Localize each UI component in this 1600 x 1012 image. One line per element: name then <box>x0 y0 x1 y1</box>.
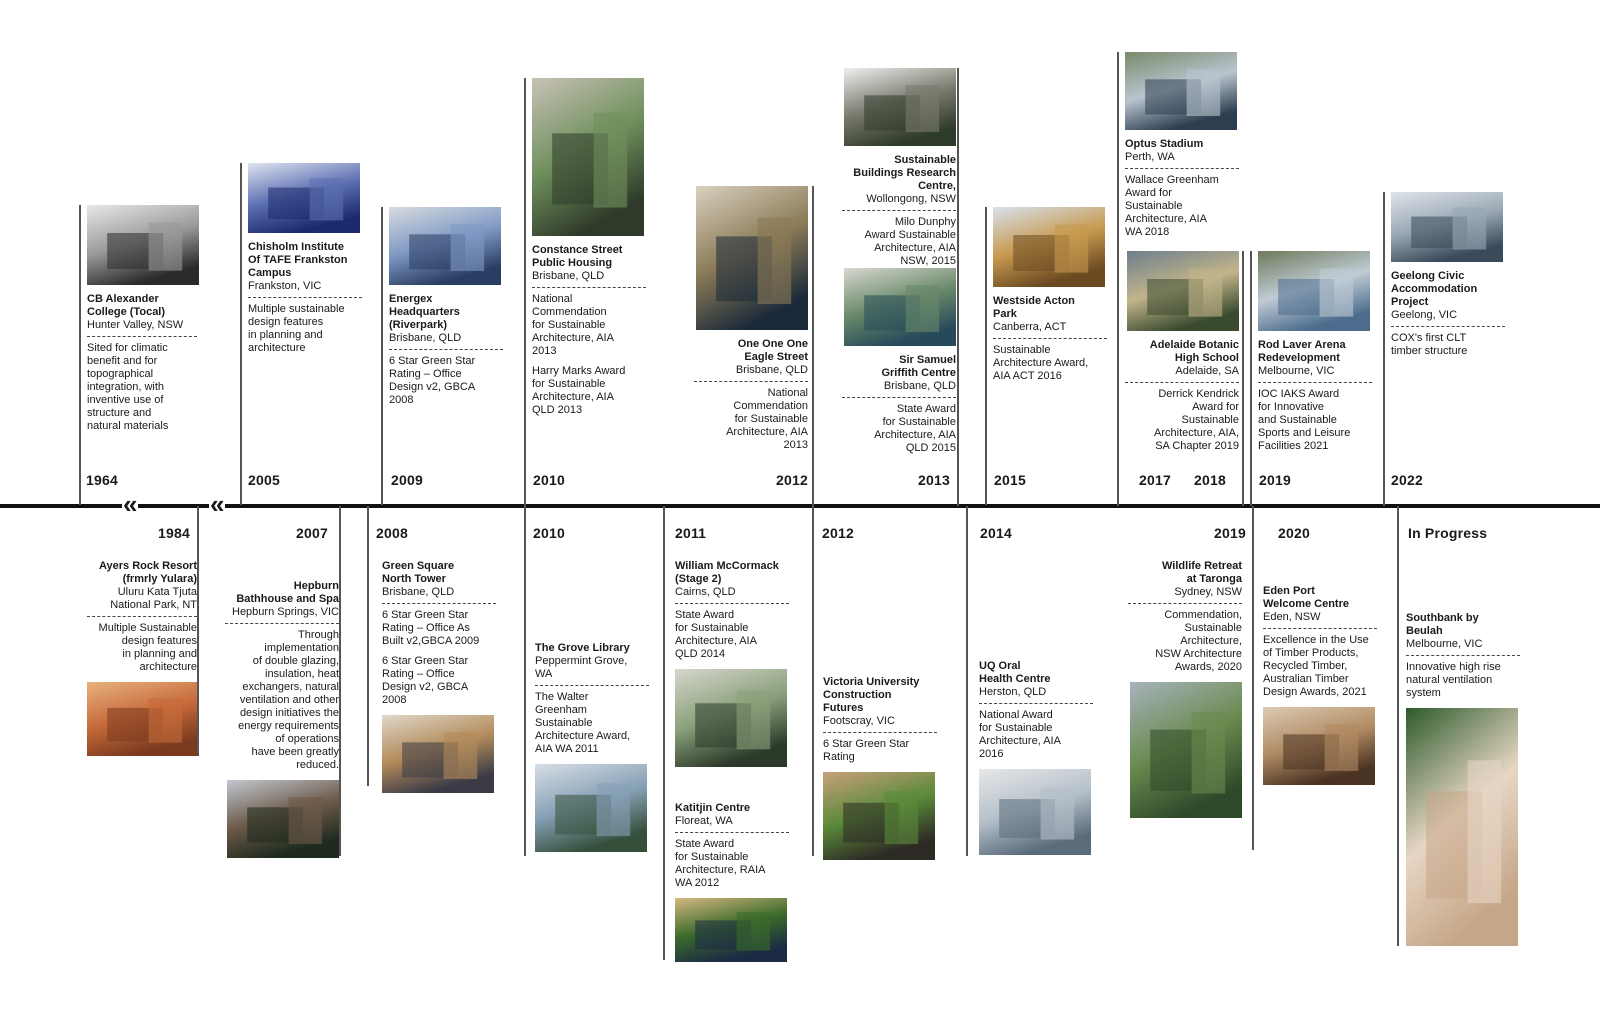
project-location: Brisbane, QLD <box>389 332 462 344</box>
timeline-tick-line <box>663 506 665 960</box>
project-award: WA 2018 <box>1125 226 1170 238</box>
project-entry-c2007 <box>217 580 345 858</box>
year-label: 2017 <box>1139 472 1171 488</box>
project-award: implementation <box>264 642 339 654</box>
timeline-break-marker: « <box>123 489 138 519</box>
project-award: architecture <box>139 661 197 673</box>
project-award: National <box>532 293 573 305</box>
project-title: Headquarters <box>389 306 460 318</box>
project-award: Architecture, AIA <box>532 332 614 344</box>
project-award: Architecture, AIA <box>874 429 956 441</box>
project-entry-c2017 <box>1117 52 1245 239</box>
project-photo <box>1130 682 1242 818</box>
project-photo <box>696 186 808 330</box>
year-label: In Progress <box>1408 525 1488 541</box>
project-award: Architecture, AIA <box>979 735 1061 747</box>
year-label: 1984 <box>158 525 190 541</box>
project-award: Multiple sustainable <box>248 303 345 315</box>
project-entry-c2008 <box>374 560 502 793</box>
project-location: Brisbane, QLD <box>883 380 956 392</box>
project-award: QLD 2015 <box>905 442 956 454</box>
project-award: Multiple Sustainable <box>98 622 197 634</box>
project-award: Award for <box>1125 187 1172 199</box>
timeline-tick-line <box>339 506 341 856</box>
project-title: William McCormack <box>675 560 779 572</box>
dashed-divider <box>532 287 646 288</box>
year-label: 2008 <box>376 525 408 541</box>
project-entry-c2013b <box>834 268 962 455</box>
dashed-divider <box>823 732 937 733</box>
project-award: for Sustainable <box>734 413 808 425</box>
project-photo <box>823 772 935 860</box>
project-entry-c2014 <box>971 660 1099 855</box>
dashed-divider <box>842 210 956 211</box>
project-award: Through <box>298 629 339 641</box>
project-award: architecture <box>248 342 306 354</box>
project-award: WA 2012 <box>675 877 720 889</box>
project-title: Green Square <box>382 560 455 572</box>
project-award: The Walter <box>535 691 589 703</box>
project-award: for Sustainable <box>979 722 1053 734</box>
project-photo <box>532 78 644 236</box>
project-award: Built v2,GBCA 2009 <box>382 635 480 647</box>
project-award: inventive use of <box>87 394 164 406</box>
project-entry-c2020 <box>1255 585 1383 785</box>
project-award: Australian Timber <box>1263 673 1349 685</box>
year-label: 2015 <box>994 472 1026 488</box>
project-entry-c1984 <box>79 560 203 756</box>
project-award: Architecture, AIA <box>726 426 808 438</box>
project-photo <box>1406 708 1518 946</box>
timeline-break-marker: « <box>210 489 225 519</box>
project-award: in planning and <box>248 329 323 341</box>
timeline-tick-line <box>812 186 814 506</box>
project-award: ventilation and other <box>239 694 339 706</box>
timeline-tick-line <box>1242 251 1244 506</box>
project-award: 2013 <box>783 439 808 451</box>
project-entry-c2009 <box>381 207 509 407</box>
project-award: Award Sustainable <box>864 229 956 241</box>
project-award: AIA WA 2011 <box>535 743 599 755</box>
project-award: in planning and <box>122 648 197 660</box>
project-title: Centre, <box>918 180 956 192</box>
dashed-divider <box>675 603 789 604</box>
project-award: have been greatly <box>251 746 339 758</box>
project-entry-c2018 <box>1117 251 1245 453</box>
project-award: 6 Star Green Star <box>382 655 469 667</box>
project-title: Park <box>993 308 1017 320</box>
project-location: Melbourne, VIC <box>1406 638 1483 650</box>
project-title: CB Alexander <box>87 293 159 305</box>
project-award: topographical <box>87 368 154 380</box>
project-award: State Award <box>675 838 735 850</box>
project-title: The Grove Library <box>535 642 630 654</box>
project-location: Wollongong, NSW <box>866 193 956 205</box>
project-award: of double glazing, <box>252 655 339 667</box>
project-title: Rod Laver Arena <box>1258 339 1346 351</box>
project-award: Rating – Office <box>382 668 455 680</box>
project-location: Peppermint Grove, <box>535 655 628 667</box>
project-location: Sydney, NSW <box>1174 586 1242 598</box>
project-award: Design v2, GBCA <box>389 381 476 393</box>
project-entry-c2011a <box>667 560 795 767</box>
project-award: 2013 <box>532 345 557 357</box>
project-title: Adelaide Botanic <box>1149 339 1239 351</box>
project-entry-c2011b <box>667 802 795 962</box>
timeline-tick-line <box>1252 506 1254 850</box>
project-photo <box>993 207 1105 287</box>
project-location: Frankston, VIC <box>248 280 322 292</box>
dashed-divider <box>1128 603 1242 604</box>
project-award: SA Chapter 2019 <box>1155 440 1239 452</box>
project-award: of Timber Products, <box>1263 647 1359 659</box>
project-location: National Park, NT <box>110 599 197 611</box>
project-location: Adelaide, SA <box>1175 365 1239 377</box>
project-award: energy requirements <box>238 720 339 732</box>
project-title: One One One <box>737 338 808 350</box>
dashed-divider <box>225 623 339 624</box>
project-title: Futures <box>823 702 864 714</box>
year-label: 2005 <box>248 472 280 488</box>
project-award: 2016 <box>979 748 1004 760</box>
dashed-divider <box>389 349 503 350</box>
project-award: and Sustainable <box>1258 414 1337 426</box>
project-photo <box>382 715 494 793</box>
project-award: State Award <box>896 403 956 415</box>
project-award: Awards, 2020 <box>1174 661 1242 673</box>
project-award: Architecture Award, <box>535 730 631 742</box>
project-award: integration, with <box>87 381 165 393</box>
project-award: natural ventilation <box>1406 674 1493 686</box>
project-title: Chisholm Institute <box>248 241 344 253</box>
project-award: for Sustainable <box>532 319 606 331</box>
project-title: Wildlife Retreat <box>1162 560 1242 572</box>
project-title: Sustainable <box>894 154 956 166</box>
project-entry-c2019b <box>1120 560 1248 818</box>
project-photo <box>675 669 787 767</box>
project-award: Rating – Office <box>389 368 462 380</box>
dashed-divider <box>842 397 956 398</box>
project-award: Commendation, <box>1164 609 1242 621</box>
project-award: of operations <box>275 733 339 745</box>
project-title: Katitjin Centre <box>675 802 751 814</box>
project-title: Optus Stadium <box>1125 138 1204 150</box>
project-award: 2008 <box>389 394 414 406</box>
dashed-divider <box>1125 382 1239 383</box>
dashed-divider <box>1391 326 1505 327</box>
project-title: Eden Port <box>1263 585 1315 597</box>
project-location: Cairns, QLD <box>675 586 736 598</box>
dashed-divider <box>1258 382 1372 383</box>
project-entry-c2019 <box>1250 251 1378 453</box>
project-award: design initiatives the <box>239 707 339 719</box>
project-award: NSW, 2015 <box>900 255 956 267</box>
project-award: timber structure <box>1391 345 1468 357</box>
project-photo <box>1263 707 1375 785</box>
project-title: Energex <box>389 293 433 305</box>
project-award: IOC IAKS Award <box>1258 388 1340 400</box>
project-location: Floreat, WA <box>675 815 733 827</box>
project-entry-c2012b <box>815 676 943 860</box>
timeline-tick-line <box>1383 192 1385 506</box>
project-title: Constance Street <box>532 244 623 256</box>
project-title: Of TAFE Frankston <box>248 254 348 266</box>
project-photo <box>1127 251 1239 331</box>
dashed-divider <box>1125 168 1239 169</box>
project-award: QLD 2013 <box>532 404 583 416</box>
project-entry-c2022 <box>1383 192 1511 358</box>
project-title: Project <box>1391 296 1429 308</box>
project-award: Architecture, AIA <box>532 391 614 403</box>
project-location: Herston, QLD <box>979 686 1047 698</box>
project-location: WA <box>535 668 553 680</box>
project-location: Canberra, ACT <box>993 321 1067 333</box>
project-award: Architecture, RAIA <box>675 864 766 876</box>
project-title: Westside Acton <box>993 295 1075 307</box>
project-location: Hunter Valley, NSW <box>87 319 184 331</box>
timeline-tick-line <box>367 506 369 786</box>
project-entry-c2012t <box>686 186 814 452</box>
project-location: Brisbane, QLD <box>532 270 605 282</box>
project-award: Greenham <box>535 704 587 716</box>
project-award: 6 Star Green Star <box>382 609 469 621</box>
dashed-divider <box>87 616 197 617</box>
project-award: Sited for climatic <box>87 342 168 354</box>
project-award: Rating <box>823 751 855 763</box>
project-title: Ayers Rock Resort <box>98 560 197 572</box>
year-label: 1964 <box>86 472 118 488</box>
project-location: Eden, NSW <box>1263 611 1321 623</box>
timeline-tick-line <box>812 506 814 856</box>
project-entry-c2015 <box>985 207 1113 383</box>
year-label: 2014 <box>980 525 1012 541</box>
timeline-tick-line <box>197 506 199 754</box>
project-title: (Riverpark) <box>389 319 448 331</box>
project-title: Buildings Research <box>853 167 956 179</box>
year-label: 2012 <box>822 525 854 541</box>
timeline-tick-line <box>524 78 526 506</box>
year-label: 2009 <box>391 472 423 488</box>
project-title: Southbank by <box>1406 612 1479 624</box>
project-title: Campus <box>248 267 292 279</box>
project-photo <box>979 769 1091 855</box>
project-photo <box>87 205 199 285</box>
project-award: Derrick Kendrick <box>1158 388 1239 400</box>
year-label: 2020 <box>1278 525 1310 541</box>
project-photo <box>1125 52 1237 130</box>
project-title: UQ Oral <box>979 660 1021 672</box>
project-photo <box>1258 251 1370 331</box>
project-location: Hepburn Springs, VIC <box>232 606 339 618</box>
project-title: Bathhouse and Spa <box>236 593 339 605</box>
project-photo <box>87 682 199 756</box>
project-award: Sustainable <box>1181 414 1239 426</box>
project-award: Award for <box>1192 401 1239 413</box>
project-award: design features <box>248 316 324 328</box>
year-label: 2007 <box>296 525 328 541</box>
dashed-divider <box>1263 628 1377 629</box>
dashed-divider <box>979 703 1093 704</box>
project-title: Accommodation <box>1391 283 1478 295</box>
project-title: Geelong Civic <box>1391 270 1465 282</box>
dashed-divider <box>535 685 649 686</box>
project-award: Rating – Office As <box>382 622 470 634</box>
timeline-tick-line <box>985 207 987 505</box>
timeline-tick-line <box>381 207 383 505</box>
project-award: design features <box>121 635 197 647</box>
project-award: Sustainable <box>1184 622 1242 634</box>
project-award: 2008 <box>382 694 407 706</box>
project-location: Geelong, VIC <box>1391 309 1458 321</box>
project-title: North Tower <box>382 573 446 585</box>
project-title: (Stage 2) <box>675 573 722 585</box>
project-title: College (Tocal) <box>87 306 166 318</box>
project-award: Architecture, AIA <box>1125 213 1207 225</box>
timeline-tick-line <box>240 163 242 505</box>
project-photo <box>389 207 501 285</box>
project-title: Welcome Centre <box>1263 598 1349 610</box>
project-award: benefit and for <box>87 355 158 367</box>
project-award: structure and <box>87 407 152 419</box>
dashed-divider <box>87 336 197 337</box>
project-title: Public Housing <box>532 257 613 269</box>
dashed-divider <box>1406 655 1520 656</box>
project-photo <box>227 780 339 858</box>
project-award: Architecture, AIA, <box>1154 427 1239 439</box>
project-award: Sports and Leisure <box>1258 427 1351 439</box>
timeline-tick-line <box>1117 52 1119 506</box>
project-award: Recycled Timber, <box>1263 660 1348 672</box>
project-award: National <box>767 387 808 399</box>
project-title: Redevelopment <box>1258 352 1340 364</box>
year-label: 2022 <box>1391 472 1423 488</box>
dashed-divider <box>993 338 1107 339</box>
project-title: Health Centre <box>979 673 1051 685</box>
project-entry-c2010t <box>524 78 652 417</box>
dashed-divider <box>248 297 362 298</box>
project-award: Sustainable <box>1125 200 1183 212</box>
project-title: at Taronga <box>1186 573 1242 585</box>
year-label: 2010 <box>533 472 565 488</box>
project-location: Perth, WA <box>1125 151 1175 163</box>
project-award: Sustainable <box>535 717 593 729</box>
project-photo <box>844 268 956 346</box>
project-entry-c2013a <box>834 68 962 268</box>
project-award: QLD 2014 <box>675 648 726 660</box>
timeline-tick-line <box>524 506 526 856</box>
project-award: exchangers, natural <box>242 681 339 693</box>
year-label: 2012 <box>776 472 808 488</box>
project-award: Design Awards, 2021 <box>1263 686 1367 698</box>
project-award: COX's first CLT <box>1391 332 1467 344</box>
project-award: Commendation <box>532 306 607 318</box>
project-entry-c2010b <box>527 642 655 852</box>
project-title: High School <box>1174 352 1239 364</box>
project-award: National Award <box>979 709 1053 721</box>
project-award: for Sustainable <box>882 416 956 428</box>
project-award: system <box>1406 687 1441 699</box>
project-award: Innovative high rise <box>1406 661 1501 673</box>
project-photo <box>1391 192 1503 262</box>
timeline-tick-line <box>79 205 81 505</box>
year-label: 2011 <box>675 525 707 541</box>
project-award: for Sustainable <box>532 378 606 390</box>
project-entry-c2005 <box>240 163 368 355</box>
project-award: Architecture, <box>1180 635 1242 647</box>
project-award: Architecture, AIA <box>675 635 757 647</box>
project-award: Facilities 2021 <box>1258 440 1329 452</box>
year-label: 2013 <box>918 472 950 488</box>
timeline-tick-line <box>1397 506 1399 946</box>
project-title: (frmrly Yulara) <box>122 573 197 585</box>
project-award: insulation, heat <box>265 668 339 680</box>
project-award: Wallace Greenham <box>1125 174 1219 186</box>
project-award: Excellence in the Use <box>1263 634 1369 646</box>
project-award: natural materials <box>87 420 169 432</box>
project-award: Harry Marks Award <box>532 365 626 377</box>
project-title: Hepburn <box>293 580 339 592</box>
timeline-tick-line <box>966 506 968 856</box>
project-photo <box>535 764 647 852</box>
timeline-tick-line <box>1250 251 1252 506</box>
spacer <box>532 358 646 365</box>
project-location: Brisbane, QLD <box>735 364 808 376</box>
project-location: Brisbane, QLD <box>382 586 455 598</box>
project-award: for Innovative <box>1258 401 1325 413</box>
project-award: Commendation <box>733 400 808 412</box>
project-award: Design v2, GBCA <box>382 681 469 693</box>
project-title: Griffith Centre <box>881 367 956 379</box>
project-location: Footscray, VIC <box>823 715 895 727</box>
project-location: Uluru Kata Tjuta <box>117 586 197 598</box>
year-label: 2019 <box>1259 472 1291 488</box>
project-title: Eagle Street <box>744 351 808 363</box>
project-photo <box>248 163 360 233</box>
project-award: 6 Star Green Star <box>823 738 910 750</box>
year-label: 2010 <box>533 525 565 541</box>
dashed-divider <box>675 832 789 833</box>
project-location: Melbourne, VIC <box>1258 365 1335 377</box>
project-award: Sustainable <box>993 344 1051 356</box>
dashed-divider <box>382 603 496 604</box>
timeline-tick-line <box>957 68 959 506</box>
project-photo <box>844 68 956 146</box>
project-award: for Sustainable <box>675 622 749 634</box>
project-award: Architecture, AIA <box>874 242 956 254</box>
spacer <box>382 648 496 655</box>
project-entry-cprog <box>1398 612 1526 946</box>
year-label: 2018 <box>1194 472 1226 488</box>
project-award: NSW Architecture <box>1155 648 1242 660</box>
project-title: Sir Samuel <box>899 354 956 366</box>
project-award: reduced. <box>296 759 339 771</box>
project-title: Construction <box>823 689 892 701</box>
project-title: Victoria University <box>823 676 920 688</box>
project-award: for Sustainable <box>675 851 749 863</box>
project-title: Beulah <box>1406 625 1443 637</box>
project-entry-c1964 <box>79 205 203 433</box>
project-photo <box>675 898 787 962</box>
dashed-divider <box>694 381 808 382</box>
project-award: Architecture Award, <box>993 357 1089 369</box>
project-award: State Award <box>675 609 735 621</box>
project-award: 6 Star Green Star <box>389 355 476 367</box>
project-award: Milo Dunphy <box>894 216 956 228</box>
year-label: 2019 <box>1214 525 1246 541</box>
project-award: AIA ACT 2016 <box>993 370 1062 382</box>
